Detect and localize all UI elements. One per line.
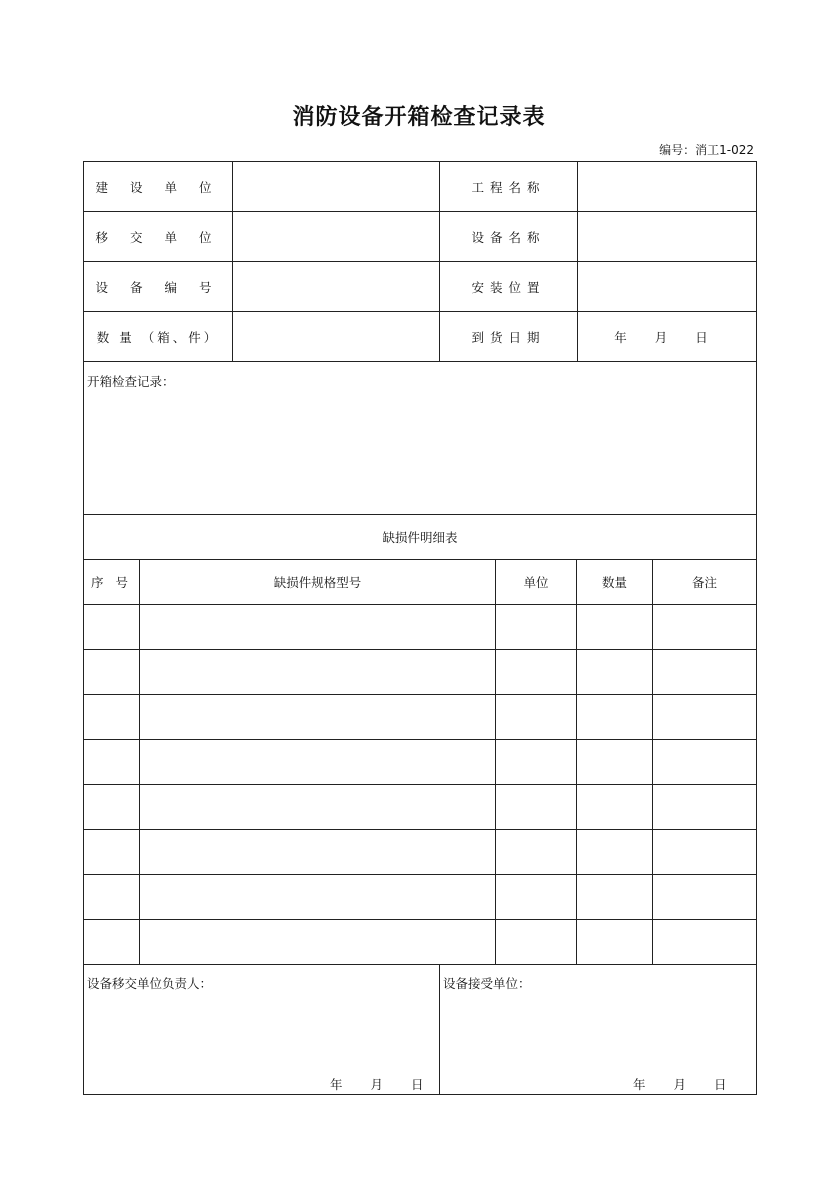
header-unit: 单位 [495,559,577,605]
row-4-unit-cell[interactable] [495,739,577,785]
row-5-serial-cell[interactable] [83,784,140,830]
row-6-quantity-cell[interactable] [576,829,653,875]
inspection-record-label: 开箱检查记录： [87,374,175,389]
row-3-serial-cell[interactable] [83,694,140,740]
project-name-field[interactable] [577,161,757,212]
row-7-remarks-cell[interactable] [652,874,757,920]
row-5-remarks-cell[interactable] [652,784,757,830]
row-3-unit-cell[interactable] [495,694,577,740]
row-6-unit-cell[interactable] [495,829,577,875]
row-8-serial-cell[interactable] [83,919,140,965]
equipment-name-label: 设备名称 [439,211,578,262]
quantity-label: 数 量 （箱、件） [83,311,233,362]
row-2-spec-model-cell[interactable] [139,649,496,695]
row-4-remarks-cell[interactable] [652,739,757,785]
row-1-quantity-cell[interactable] [576,604,653,650]
install-location-field[interactable] [577,261,757,312]
row-6-spec-model-cell[interactable] [139,829,496,875]
arrival-date-label: 到货日期 [439,311,578,362]
row-8-spec-model-cell[interactable] [139,919,496,965]
row-7-spec-model-cell[interactable] [139,874,496,920]
row-7-quantity-cell[interactable] [576,874,653,920]
row-3-remarks-cell[interactable] [652,694,757,740]
header-quantity: 数量 [576,559,653,605]
transfer-unit-field[interactable] [232,211,440,262]
row-4-quantity-cell[interactable] [576,739,653,785]
install-location-label: 安装位置 [439,261,578,312]
form-code: 编号：消工1-022 [659,143,754,157]
row-3-quantity-cell[interactable] [576,694,653,740]
header-spec-model: 缺损件规格型号 [139,559,496,605]
row-1-spec-model-cell[interactable] [139,604,496,650]
arrival-date-field[interactable]: 年 月 日 [577,311,757,362]
page-title: 消防设备开箱检查记录表 [292,105,546,130]
project-name-label: 工程名称 [439,161,578,212]
row-1-unit-cell[interactable] [495,604,577,650]
missing-parts-title: 缺损件明细表 [83,514,757,560]
row-2-quantity-cell[interactable] [576,649,653,695]
row-4-serial-cell[interactable] [83,739,140,785]
row-2-unit-cell[interactable] [495,649,577,695]
row-2-serial-cell[interactable] [83,649,140,695]
row-8-quantity-cell[interactable] [576,919,653,965]
transfer-signature-date: 年 月 日 [330,1077,436,1092]
equipment-number-label: 设 备 编 号 [83,261,233,312]
construction-unit-field[interactable] [232,161,440,212]
construction-unit-label: 建 设 单 位 [83,161,233,212]
receiver-signature-date: 年 月 日 [633,1077,739,1092]
row-2-remarks-cell[interactable] [652,649,757,695]
receiver-signature-label: 设备接受单位： [443,976,531,991]
header-remarks: 备注 [652,559,757,605]
row-5-unit-cell[interactable] [495,784,577,830]
row-8-remarks-cell[interactable] [652,919,757,965]
equipment-number-field[interactable] [232,261,440,312]
transfer-unit-label: 移 交 单 位 [83,211,233,262]
row-8-unit-cell[interactable] [495,919,577,965]
equipment-name-field[interactable] [577,211,757,262]
row-6-remarks-cell[interactable] [652,829,757,875]
row-7-serial-cell[interactable] [83,874,140,920]
transfer-signature-label: 设备移交单位负责人： [87,976,213,991]
row-4-spec-model-cell[interactable] [139,739,496,785]
header-serial: 序 号 [83,559,140,605]
row-6-serial-cell[interactable] [83,829,140,875]
row-5-spec-model-cell[interactable] [139,784,496,830]
quantity-field[interactable] [232,311,440,362]
row-1-serial-cell[interactable] [83,604,140,650]
row-5-quantity-cell[interactable] [576,784,653,830]
row-3-spec-model-cell[interactable] [139,694,496,740]
row-1-remarks-cell[interactable] [652,604,757,650]
inspection-record-field[interactable] [83,361,757,515]
row-7-unit-cell[interactable] [495,874,577,920]
